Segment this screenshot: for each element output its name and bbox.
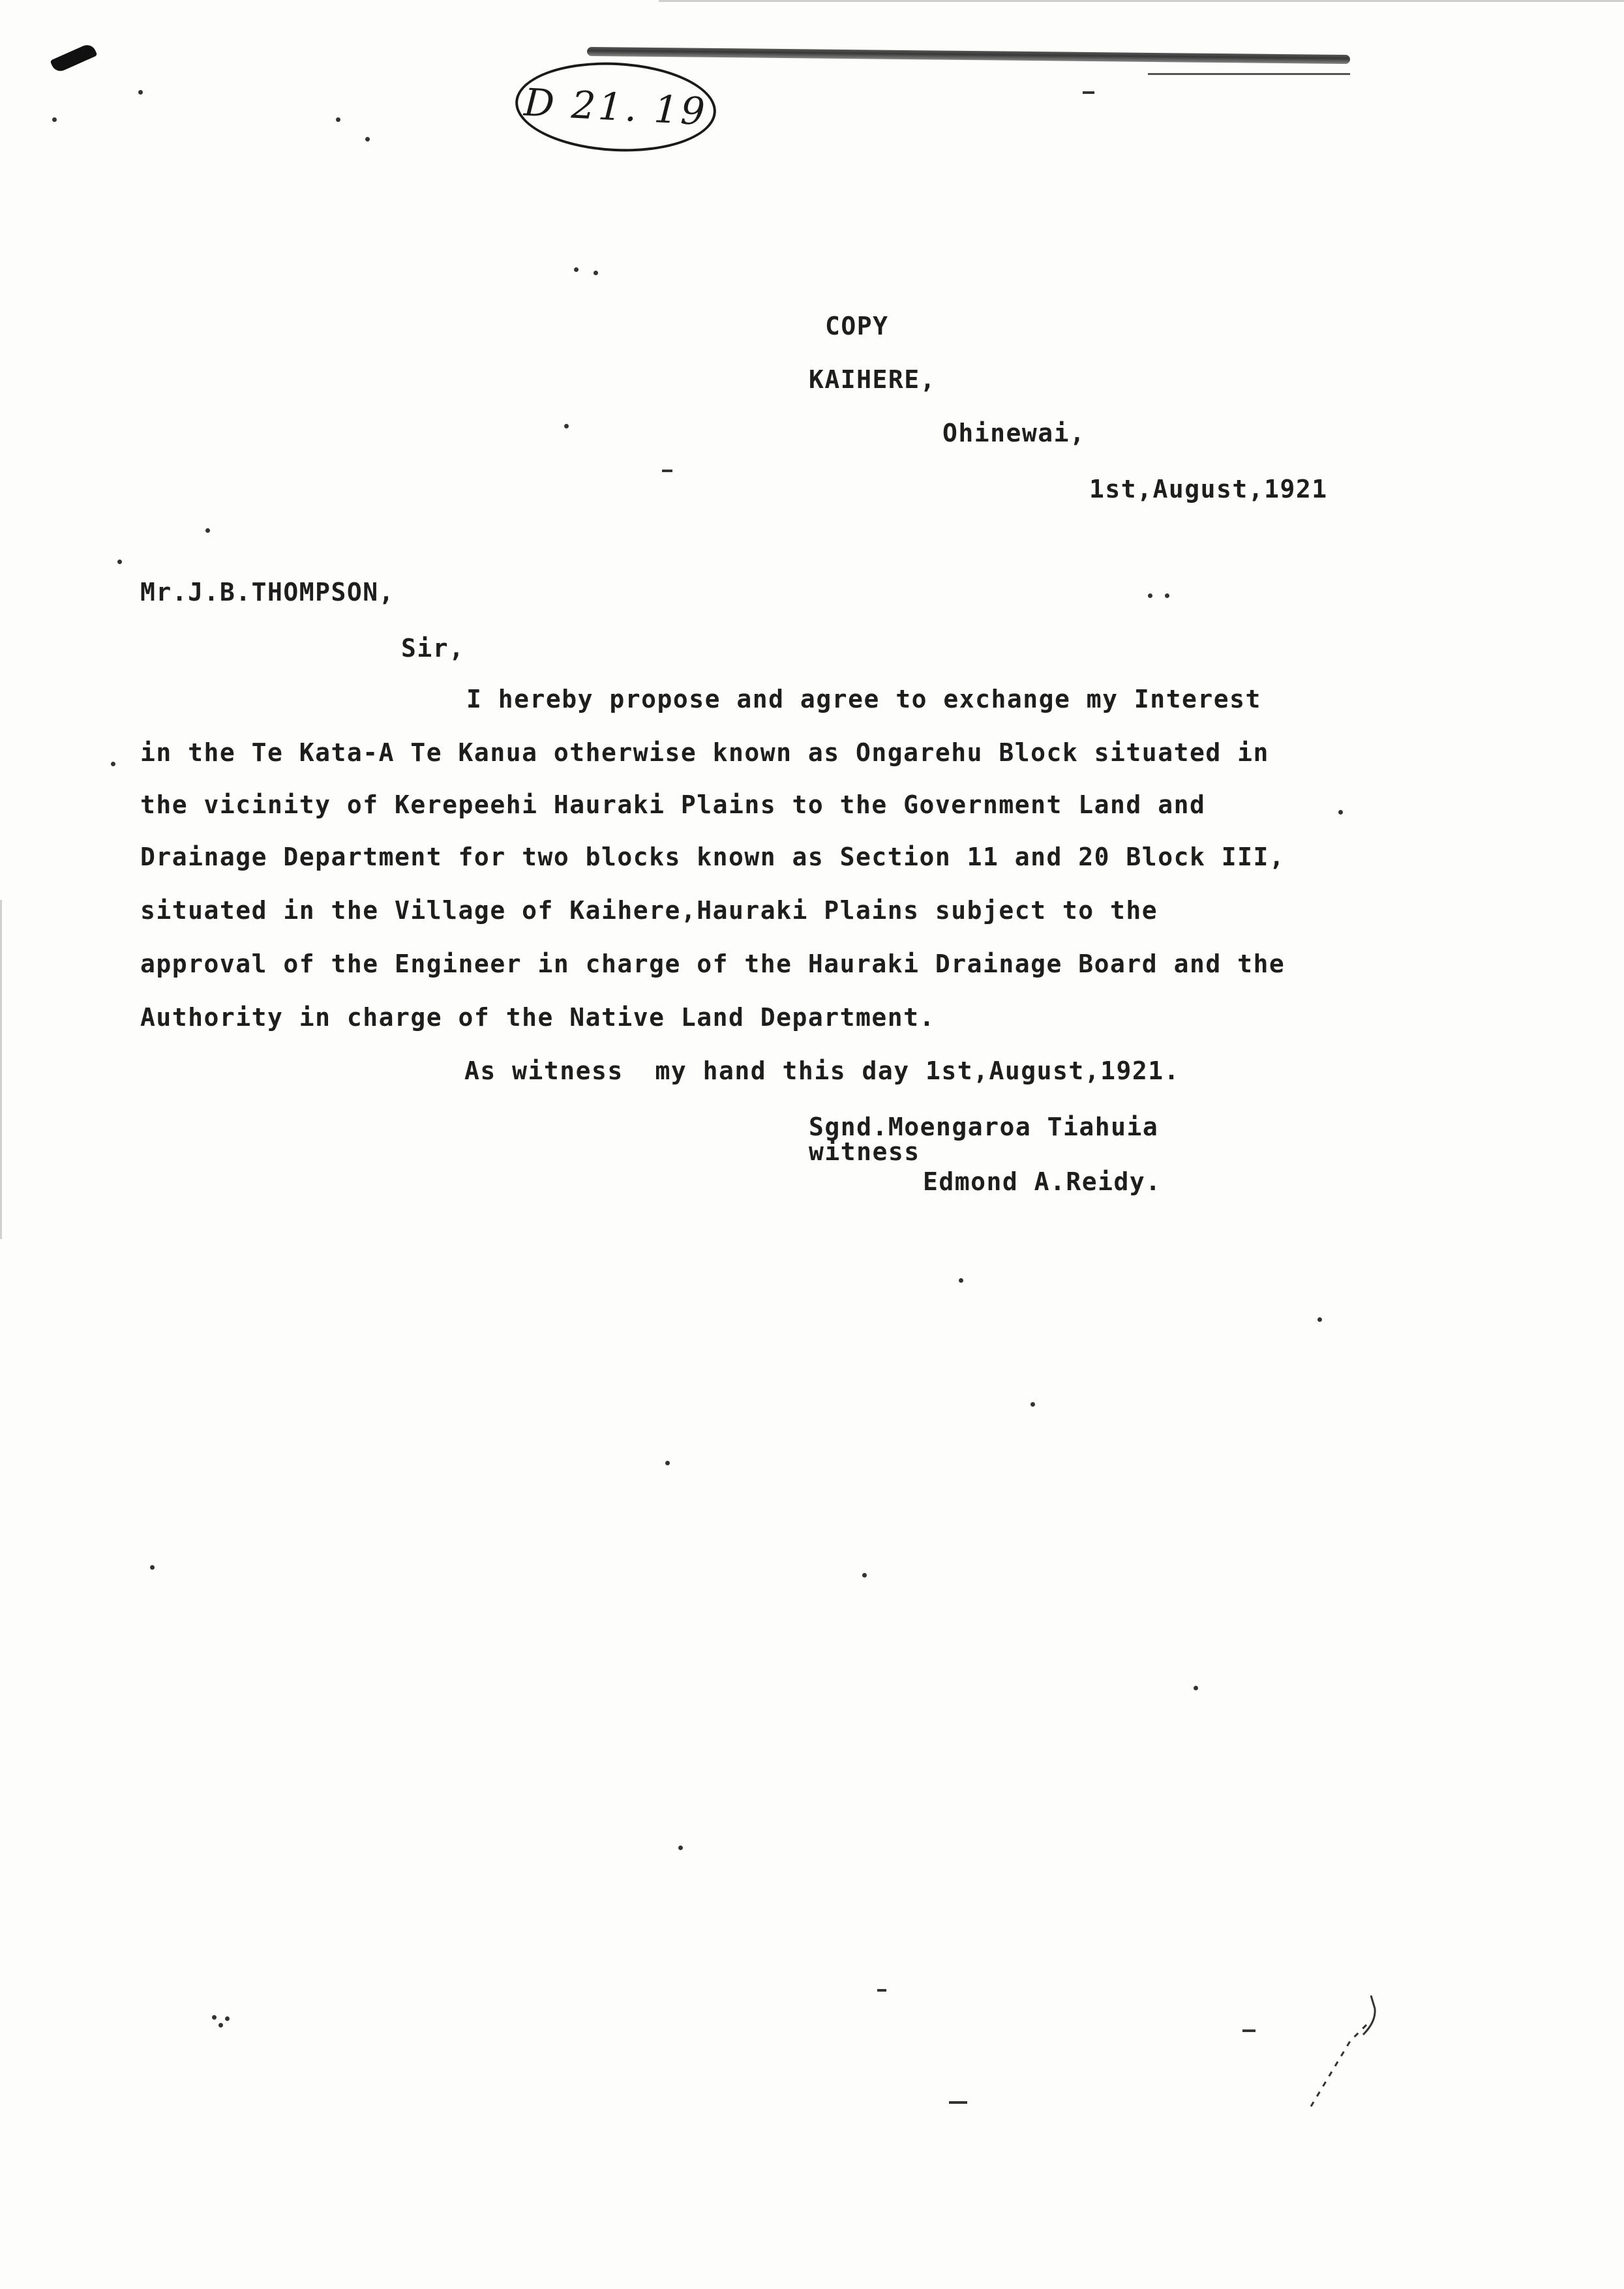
scan-speck	[1338, 810, 1343, 815]
scan-speck	[52, 117, 57, 122]
scan-speck	[959, 1278, 963, 1283]
scan-dash	[949, 2101, 967, 2104]
scan-speck	[564, 424, 569, 428]
witness-name: Edmond A.Reidy.	[923, 1167, 1162, 1196]
scan-dash	[877, 1989, 886, 1992]
scan-top-rule	[587, 47, 1350, 64]
scan-speck	[1194, 1686, 1198, 1690]
scan-speck	[336, 117, 340, 122]
scan-speck	[678, 1846, 683, 1850]
corner-ink-mark	[50, 42, 98, 74]
scan-speck	[1148, 593, 1152, 598]
salutation: Sir,	[401, 634, 465, 663]
scan-speck	[117, 560, 122, 564]
scan-dash	[662, 470, 672, 472]
scan-left-edge	[0, 900, 2, 1239]
scan-speck	[862, 1573, 867, 1578]
scan-dash	[1083, 91, 1094, 94]
body-line: approval of the Engineer in charge of the Hauraki Drainage Board and the	[140, 950, 1286, 978]
signature-line: Sgnd.Moengaroa Tiahuia	[809, 1113, 1159, 1141]
body-line: the vicinity of Kerepeehi Hauraki Plains to the Government Land and	[140, 790, 1206, 819]
witness-label: witness	[809, 1137, 920, 1166]
scan-top-rule-thin	[1148, 73, 1350, 75]
scan-speck	[665, 1461, 670, 1465]
scan-speck	[212, 2015, 217, 2020]
heading: COPY	[825, 312, 889, 340]
body-line: in the Te Kata-A Te Kanua otherwise known as Ongarehu Block situated in	[140, 738, 1269, 767]
addressee: Mr.J.B.THOMPSON,	[140, 578, 395, 606]
scan-speck	[150, 1565, 155, 1570]
reference-stamp-text: D 21. 19	[522, 80, 709, 134]
date: 1st,August,1921	[1089, 475, 1328, 503]
witness-statement: As witness my hand this day 1st,August,1921.	[464, 1056, 1180, 1085]
scan-speck	[138, 90, 143, 95]
scan-speck	[1317, 1317, 1322, 1322]
scan-speck	[1030, 1402, 1035, 1407]
address-locality: Ohinewai,	[942, 419, 1086, 447]
scan-speck	[365, 137, 370, 142]
body-line: Drainage Department for two blocks known as Section 11 and 20 Block III,	[140, 843, 1286, 871]
scan-speck	[205, 528, 210, 533]
body-line: situated in the Village of Kaihere,Hauraki Plains subject to the	[140, 896, 1158, 925]
scan-speck	[218, 2023, 223, 2027]
scan-speck	[594, 271, 598, 275]
scan-top-edge	[659, 0, 1624, 2]
scan-speck	[111, 762, 115, 766]
scan-speck	[225, 2016, 230, 2021]
margin-scribble	[1298, 1982, 1402, 2113]
scan-speck	[574, 267, 579, 272]
scan-speck	[1165, 593, 1169, 598]
body-line: Authority in charge of the Native Land Department.	[140, 1003, 935, 1032]
address-place: KAIHERE,	[809, 365, 937, 394]
scan-dash	[1242, 2029, 1256, 2032]
body-line: I hereby propose and agree to exchange my Interest	[466, 685, 1261, 713]
reference-stamp	[513, 57, 719, 157]
